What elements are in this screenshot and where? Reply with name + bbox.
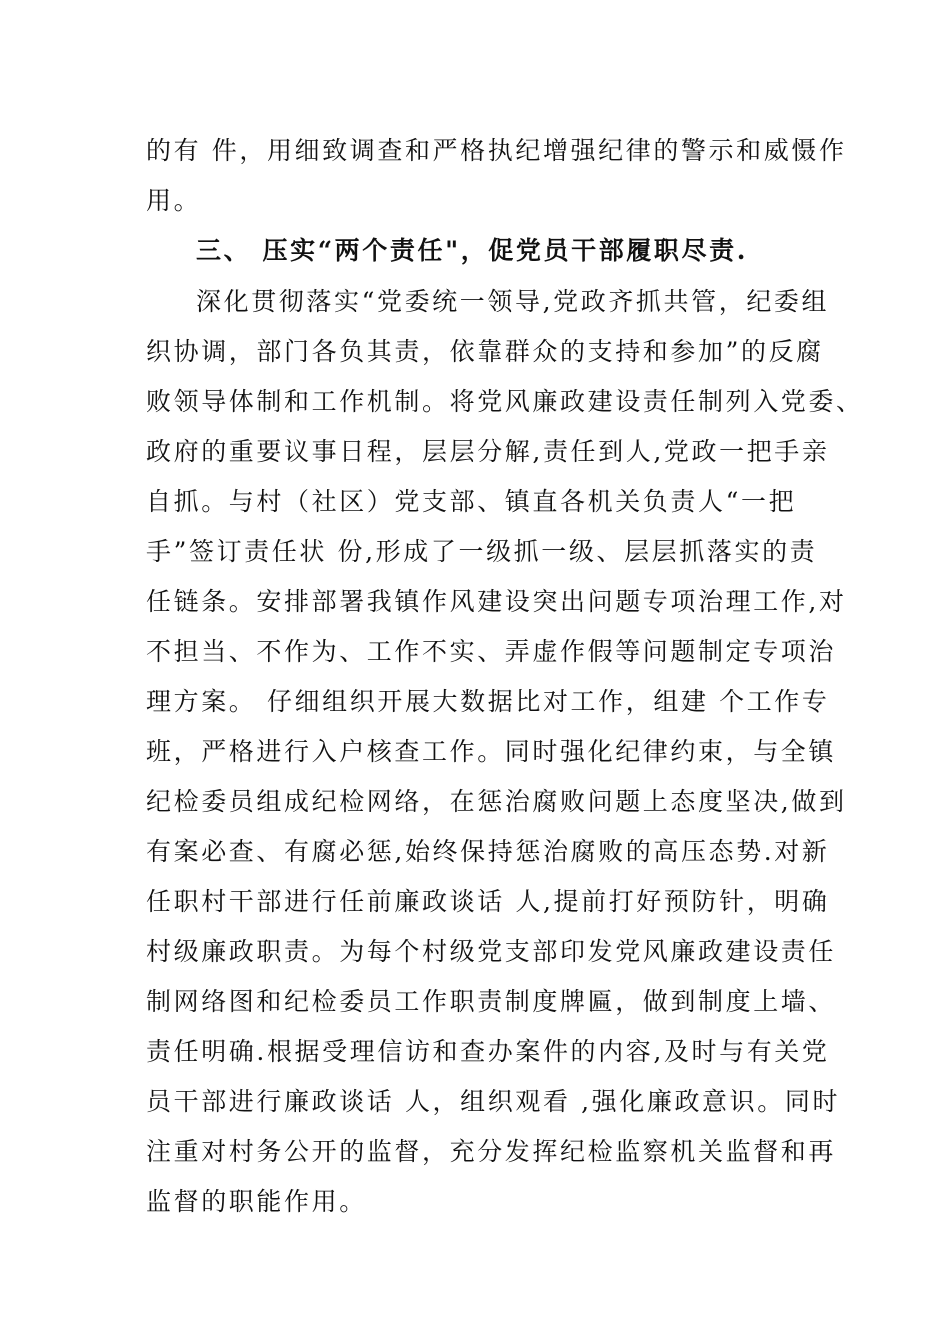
- paragraph-line: 制网络图和纪检委员工作职责制度牌匾，做到制度上墙、: [146, 987, 837, 1016]
- paragraph-line: 村级廉政职责。为每个村级党支部印发党风廉政建设责任: [146, 937, 837, 966]
- paragraph-line: 的有 件，用细致调查和严格执纪增强纪律的警示和威慑作: [146, 136, 847, 165]
- paragraph-line: 不担当、不作为、工作不实、弄虚作假等问题制定专项治: [146, 637, 837, 666]
- paragraph-line: 深化贯彻落实“党委统一领导,党政齐抓共管，纪委组: [196, 287, 830, 316]
- paragraph-line: 员干部进行廉政谈话 人，组织观看 ,强化廉政意识。同时: [146, 1087, 841, 1116]
- paragraph-line: 任职村干部进行任前廉政谈话 人,提前打好预防针，明确: [146, 887, 830, 916]
- paragraph-line: 用。: [146, 186, 202, 215]
- paragraph-line: 手”签订责任状 份,形成了一级抓一级、层层抓落实的责: [146, 537, 818, 566]
- paragraph-line: 责任明确.根据受理信访和查办案件的内容,及时与有关党: [146, 1037, 830, 1066]
- paragraph-line: 班，严格进行入户核查工作。同时强化纪律约束，与全镇: [146, 737, 837, 766]
- paragraph-line: 纪检委员组成纪检网络，在惩治腐败问题上态度坚决,做到: [146, 787, 847, 816]
- section-heading: 三、 压实“两个责任"，促党员干部履职尽责.: [196, 236, 749, 265]
- paragraph-line: 政府的重要议事日程，层层分解,责任到人,党政一把手亲: [146, 437, 830, 466]
- paragraph-line: 注重对村务公开的监督，充分发挥纪检监察机关监督和再: [146, 1137, 837, 1166]
- paragraph-line: 有案必查、有腐必惩,始终保持惩治腐败的高压态势.对新: [146, 837, 830, 866]
- paragraph-line: 败领导体制和工作机制。将党风廉政建设责任制列入党委、: [146, 387, 864, 416]
- paragraph-line: 自抓。与村（社区）党支部、镇直各机关负责人“一把: [146, 487, 797, 516]
- paragraph-line: 监督的职能作用。: [146, 1187, 367, 1216]
- paragraph-line: 任链条。安排部署我镇作风建设突出问题专项治理工作,对: [146, 587, 847, 616]
- paragraph-line: 理方案。 仔细组织开展大数据比对工作，组建 个工作专: [146, 687, 830, 716]
- paragraph-line: 织协调，部门各负其责，依靠群众的支持和参加”的反腐: [146, 337, 824, 366]
